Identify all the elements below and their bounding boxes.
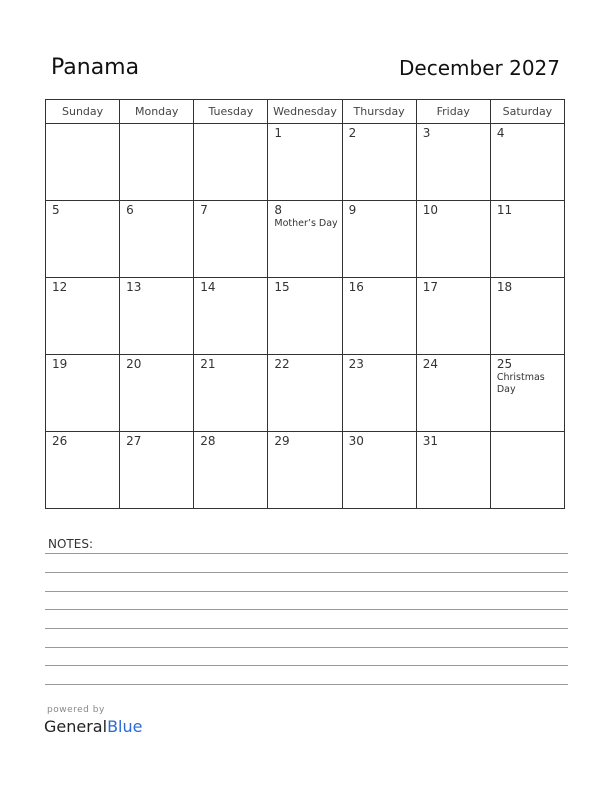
notes-line [45, 572, 568, 573]
day-cell[interactable] [120, 355, 194, 432]
day-cell [46, 124, 120, 201]
day-number: 8 [274, 203, 283, 217]
notes-label: NOTES: [48, 537, 93, 551]
day-number: 18 [496, 280, 513, 294]
day-number: 2 [348, 126, 357, 140]
day-cell[interactable] [46, 432, 120, 509]
day-cell[interactable] [194, 201, 268, 278]
day-cell[interactable] [268, 355, 342, 432]
day-cell[interactable] [416, 355, 490, 432]
day-cell[interactable] [416, 201, 490, 278]
day-cell[interactable] [342, 432, 416, 509]
day-cell[interactable] [46, 355, 120, 432]
day-cell[interactable] [342, 278, 416, 355]
weekday-tuesday: Tuesday [194, 100, 268, 124]
day-number: 16 [348, 280, 364, 294]
day-number: 3 [422, 126, 431, 140]
day-cell[interactable] [416, 432, 490, 509]
day-cell[interactable] [268, 201, 342, 278]
day-number: 10 [422, 203, 438, 217]
day-number: 27 [126, 434, 142, 448]
day-number: 29 [274, 434, 290, 448]
week-row [46, 432, 565, 509]
day-number: 15 [274, 280, 290, 294]
week-row [46, 201, 565, 278]
day-number: 25 [496, 357, 513, 371]
day-number: 22 [274, 357, 290, 371]
day-number: 6 [126, 203, 134, 217]
brand-logo[interactable] [44, 717, 142, 736]
day-number: 28 [200, 434, 216, 448]
day-cell[interactable] [194, 355, 268, 432]
day-cell [194, 124, 268, 201]
notes-line [45, 684, 568, 685]
day-number: 31 [422, 434, 438, 448]
day-cell[interactable] [120, 201, 194, 278]
powered-by-text: powered by [47, 705, 105, 715]
day-cell[interactable] [342, 124, 416, 201]
weekday-friday: Friday [416, 100, 490, 124]
day-cell [490, 432, 564, 509]
day-number: 24 [422, 357, 438, 371]
day-cell[interactable] [416, 278, 490, 355]
weekday-wednesday: Wednesday [268, 100, 342, 124]
day-number: 20 [126, 357, 142, 371]
weekday-sunday: Sunday [46, 100, 120, 124]
day-number: 5 [52, 203, 60, 217]
notes-line [45, 609, 568, 610]
brand-blue: Blue [107, 717, 143, 736]
day-number: 9 [348, 203, 357, 217]
day-number: 12 [52, 280, 68, 294]
day-cell[interactable] [416, 124, 490, 201]
day-cell[interactable] [342, 201, 416, 278]
day-cell[interactable] [490, 124, 564, 201]
day-number: 14 [200, 280, 216, 294]
weekday-thursday: Thursday [342, 100, 416, 124]
day-cell[interactable] [268, 124, 342, 201]
day-cell[interactable] [342, 355, 416, 432]
calendar-grid [45, 99, 565, 509]
holiday-label: Mother’s Day [274, 218, 338, 229]
day-number: 17 [422, 280, 438, 294]
week-row [46, 355, 565, 432]
day-number: 30 [348, 434, 364, 448]
day-number: 19 [52, 357, 68, 371]
day-cell[interactable] [490, 201, 564, 278]
country-title: Panama [51, 55, 140, 80]
week-row [46, 278, 565, 355]
notes-line [45, 647, 568, 648]
day-cell[interactable] [268, 432, 342, 509]
day-cell[interactable] [194, 432, 268, 509]
weekday-header-row [46, 100, 565, 124]
day-number: 26 [52, 434, 68, 448]
notes-line [45, 553, 568, 554]
day-cell[interactable] [46, 278, 120, 355]
day-cell[interactable] [194, 278, 268, 355]
day-cell[interactable] [120, 432, 194, 509]
day-cell[interactable] [120, 278, 194, 355]
day-cell[interactable] [490, 278, 564, 355]
day-number: 1 [274, 126, 283, 140]
day-number: 13 [126, 280, 142, 294]
day-cell[interactable] [490, 355, 564, 432]
day-number: 4 [496, 126, 505, 140]
notes-line [45, 591, 568, 592]
day-number: 7 [200, 203, 208, 217]
day-number: 11 [496, 203, 513, 217]
weekday-monday: Monday [120, 100, 194, 124]
day-number: 21 [200, 357, 216, 371]
day-cell [120, 124, 194, 201]
weekday-saturday: Saturday [490, 100, 564, 124]
week-row [46, 124, 565, 201]
holiday-label: Christmas Day [496, 372, 545, 395]
day-number: 23 [348, 357, 364, 371]
month-title: December 2027 [399, 56, 560, 80]
day-cell[interactable] [46, 201, 120, 278]
day-cell[interactable] [268, 278, 342, 355]
notes-line [45, 665, 568, 666]
notes-line [45, 628, 568, 629]
brand-general: General [44, 717, 108, 736]
